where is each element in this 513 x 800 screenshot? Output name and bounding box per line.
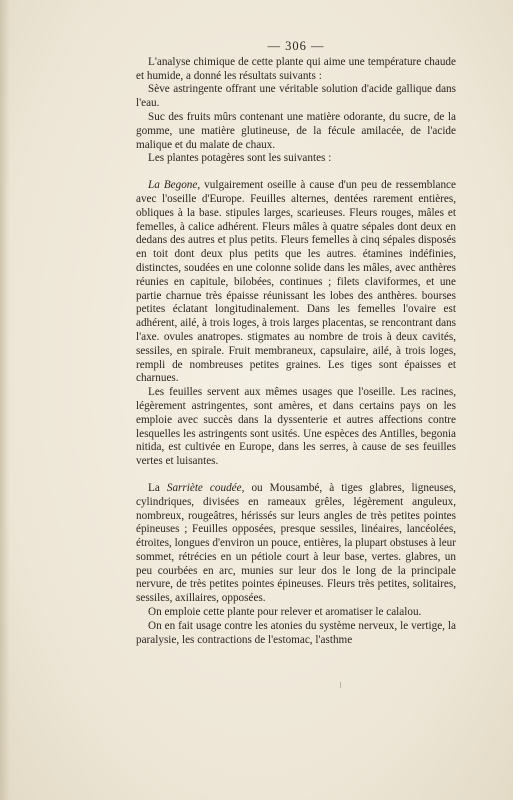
paragraph-sarriete bbox=[136, 482, 456, 606]
paragraph-analysis-intro: L'analyse chimique de cette plante qui aime une température chaude et humide, a donné les résultats suivants : bbox=[136, 55, 456, 82]
paragraph-gap bbox=[136, 469, 456, 482]
page-text-block bbox=[136, 40, 456, 647]
paragraph-seve: Sève astringente offrant une véritable solution d'acide gallique dans l'eau. bbox=[136, 83, 456, 110]
paragraph-gap bbox=[136, 166, 456, 179]
paragraph-suc-des-fruits: Suc des fruits mûrs contenant une matière odorante, du sucre, de la gomme, une matière glutineuse, de la fécule amilacée, de l'acide malique et du malate de chaux. bbox=[136, 110, 456, 151]
sarriete-description: ou Mousambé, à tiges glabres, ligneuses, cylindriques, divisées en rameaux grêles, légèrement anguleux, nombreux, rougeâtres, hérissés sur leurs angles de très petites pointes épineuses ; Feuilles opposées, presque sessiles, linéaires, lancéolées, étroites, longues d'environ un pouce, entières, la plupart obstuses à leur sommet, rétrécies en un pétiole court à leur base, vertes. glabres, un peu courbées en arc, munies sur leur dos le long de la principale nervure, de très petites pointes épineuses. Fleurs très petites, solitaires, sessiles, axillaires, opposées. bbox=[136, 481, 456, 605]
plant-name-begone: La Begone, bbox=[148, 179, 201, 192]
page-number: — 306 — bbox=[267, 39, 325, 53]
paragraph-calalou: On emploie cette plante pour relever et aromatiser le calalou. bbox=[148, 606, 422, 619]
paragraph-usages-medicaux: On en fait usage contre les atonies du système nerveux, le vertige, la paralysie, les contractions de l'estomac, l'asthme bbox=[136, 619, 456, 646]
page-fold-shadow bbox=[0, 0, 10, 800]
paragraph-plantes-potageres: Les plantes potagères sont les suivantes : bbox=[148, 152, 332, 165]
sarriete-lead: La bbox=[148, 481, 167, 494]
paragraph-begone-usages: Les feuilles servent aux mêmes usages que l'oseille. Les racines, légèrement astringentes, sont amères, et dans certains pays on les emploie avec succès dans la dyssenterie et autres affections contre lesquelles les astringents sont usités. Une espèces des Antilles, begonia nitida, est cultivée en Europe, dans les serres, à cause de ses feuilles vertes et luisantes. bbox=[136, 386, 456, 468]
paper-speck bbox=[340, 682, 341, 688]
paragraph-begone bbox=[136, 179, 456, 386]
begone-description: vulgairement oseille à cause d'un peu de ressemblance avec l'oseille d'Europe. Feuilles alternes, dentées rarement entières, obliques à la base. stipules larges, scarieuses. Fleurs rouges, mâles et femelles, à calice adhérent. Fleurs mâles à quatre sépales dont deux en dedans des autres et plus petits. Fleurs femelles à cinq sépales disposés en toit dont deux plus petits que les autres. étamines indéfinies, distinctes, soudées en une colonne solide dans les mâles, avec anthères réunies en capitule, bilobées, continues ; filets claviformes, et une partie charnue très épaisse réunissant les lobes des anthères. bourses petites éclatant longitudinalement. Dans les femelles l'ovaire est adhérent, ailé, à trois loges, à trois larges placentas, se rencontrant dans l'axe. ovules anatropes. stigmates au nombre de trois à deux cavités, sessiles, en spirale. Fruit membraneux, capsulaire, ailé, à trois loges, rempli de nombreuses petites graines. Les tiges sont épaisses et charnues. bbox=[136, 179, 456, 385]
plant-name-sarriete: Sarriète coudée, bbox=[166, 481, 245, 494]
